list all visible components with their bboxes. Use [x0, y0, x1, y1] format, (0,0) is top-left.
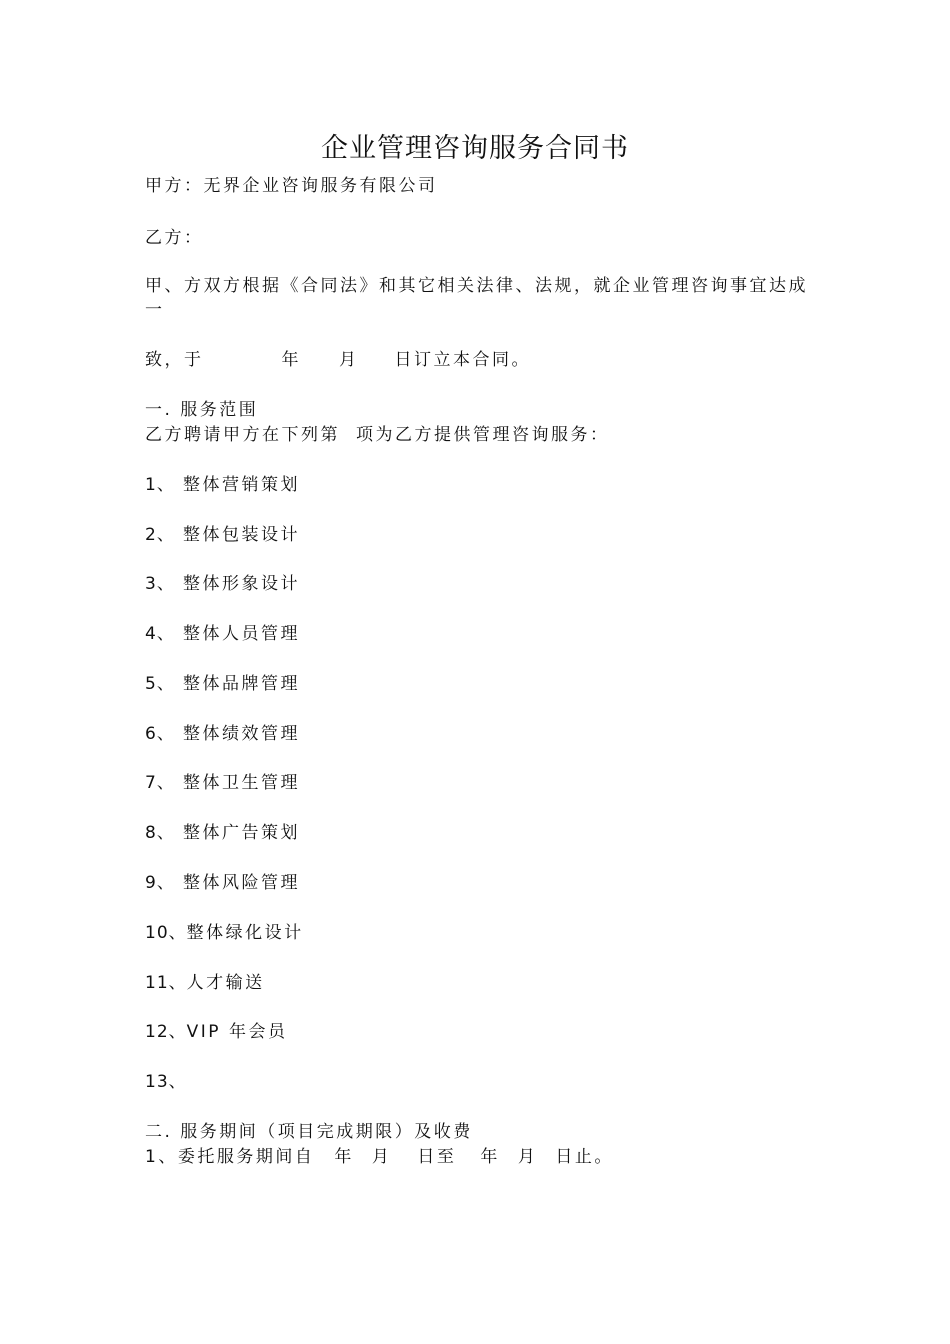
service-item: [145, 722, 300, 746]
service-item-text: 整体风险管理: [183, 873, 300, 893]
service-item: [145, 921, 304, 945]
service-item-text: 整体绿化设计: [186, 923, 304, 943]
service-item: [145, 672, 300, 696]
service-item: [145, 971, 265, 995]
service-item-text: 整体绩效管理: [183, 724, 300, 744]
preamble-line-1: 甲、方双方根据《合同法》和其它相关法律、法规，就企业管理咨询事宜达成: [145, 276, 808, 296]
service-item: [145, 473, 300, 497]
term-suffix: 日止。: [555, 1147, 614, 1167]
agreement-suffix: 日订立本合同。: [394, 350, 531, 370]
service-item: [145, 523, 300, 547]
agreement-prefix: 致，于: [145, 350, 204, 370]
service-item-number: 13、: [145, 1072, 187, 1092]
section1-intro: [145, 423, 610, 447]
service-item: [145, 821, 300, 845]
term-month1: 月: [371, 1147, 392, 1167]
party-a-line: 甲方：无界企业咨询服务有限公司: [145, 176, 438, 196]
service-item-number: 3、: [145, 574, 175, 594]
service-item-number: 8、: [145, 823, 175, 843]
service-item-text: 整体形象设计: [183, 574, 300, 594]
service-item: [145, 622, 300, 646]
service-item-number: 9、: [145, 873, 175, 893]
service-item-text: 整体品牌管理: [183, 674, 300, 694]
section2-heading: 二. 服务期间（项目完成期限）及收费: [145, 1122, 473, 1142]
preamble-line-2: 一: [145, 300, 165, 320]
service-item-text: 整体营销策划: [183, 475, 300, 495]
service-item-text: 整体广告策划: [183, 823, 300, 843]
service-item-number: 2、: [145, 525, 175, 545]
agreement-year: 年: [281, 350, 301, 370]
service-term-line: [145, 1145, 614, 1169]
service-item-number: 11、: [145, 973, 187, 993]
term-day-to: 日至: [417, 1147, 457, 1167]
section1-intro-suffix: 项为乙方提供管理咨询服务：: [356, 425, 610, 445]
service-item-number: 6、: [145, 724, 175, 744]
section1-intro-prefix: 乙方聘请甲方在下列第: [145, 425, 340, 445]
service-item: [145, 771, 300, 795]
service-item-number: 4、: [145, 624, 175, 644]
service-item: [145, 572, 300, 596]
section1-heading: 一. 服务范围: [145, 400, 259, 420]
agreement-month: 月: [339, 350, 359, 370]
service-item: [145, 1020, 287, 1044]
service-item-number: 10、: [145, 923, 187, 943]
term-prefix: 1、委托服务期间自: [145, 1147, 315, 1167]
service-item-text: 整体人员管理: [183, 624, 300, 644]
service-item-text: VIP 年会员: [186, 1022, 288, 1042]
service-item-text: 人才输送: [186, 973, 265, 993]
service-item-text: 整体卫生管理: [183, 773, 300, 793]
document-title: 企业管理咨询服务合同书: [321, 133, 629, 164]
service-item-text: 整体包装设计: [183, 525, 300, 545]
agreement-date-line: [145, 348, 531, 372]
party-b-line: 乙方：: [145, 228, 204, 248]
service-item: [145, 871, 300, 895]
service-item-number: 12、: [145, 1022, 187, 1042]
term-month2: 月: [517, 1147, 538, 1167]
term-year1: 年: [334, 1147, 354, 1167]
service-item-number: 7、: [145, 773, 175, 793]
service-item-number: 5、: [145, 674, 175, 694]
term-year2: 年: [480, 1147, 500, 1167]
service-item-number: 1、: [145, 475, 175, 495]
service-item: [145, 1070, 187, 1094]
